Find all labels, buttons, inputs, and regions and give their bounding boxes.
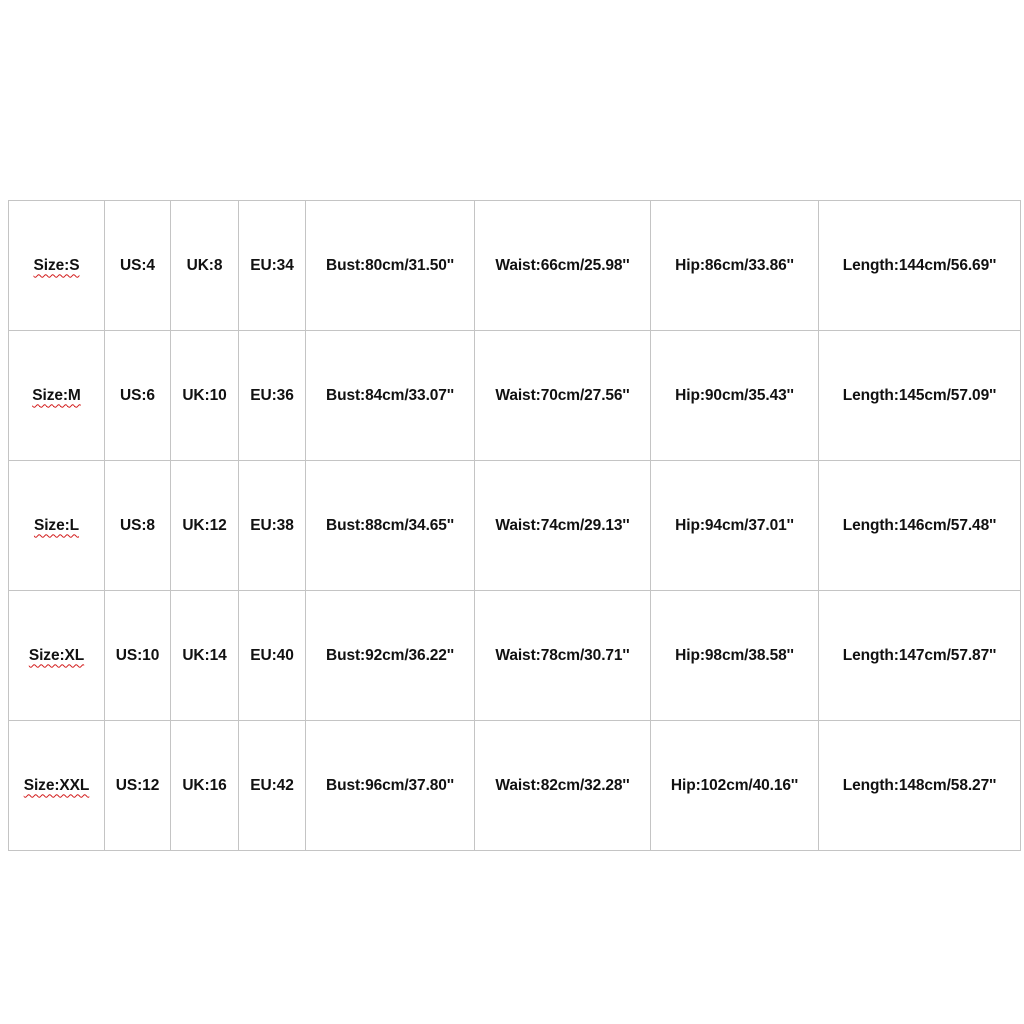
- uk-size-cell: UK:10: [171, 331, 239, 461]
- size-chart-table: [8, 200, 1021, 851]
- uk-size-cell: UK:16: [171, 721, 239, 851]
- bust-cell: Bust:92cm/36.22'': [306, 591, 475, 721]
- table-row: [9, 331, 1021, 461]
- length-cell: Length:144cm/56.69'': [819, 201, 1021, 331]
- table-row: [9, 721, 1021, 851]
- eu-size-cell: EU:36: [239, 331, 306, 461]
- bust-cell: Bust:80cm/31.50'': [306, 201, 475, 331]
- size-cell: [9, 201, 105, 331]
- hip-cell: Hip:98cm/38.58'': [651, 591, 819, 721]
- uk-size-cell: UK:12: [171, 461, 239, 591]
- length-cell: Length:148cm/58.27'': [819, 721, 1021, 851]
- us-size-cell: US:10: [105, 591, 171, 721]
- eu-size-cell: EU:40: [239, 591, 306, 721]
- table-row: [9, 461, 1021, 591]
- eu-size-cell: EU:38: [239, 461, 306, 591]
- table-row: [9, 201, 1021, 331]
- hip-cell: Hip:94cm/37.01'': [651, 461, 819, 591]
- length-cell: Length:146cm/57.48'': [819, 461, 1021, 591]
- waist-cell: Waist:66cm/25.98'': [475, 201, 651, 331]
- hip-cell: Hip:86cm/33.86'': [651, 201, 819, 331]
- length-cell: Length:147cm/57.87'': [819, 591, 1021, 721]
- us-size-cell: US:8: [105, 461, 171, 591]
- us-size-cell: US:6: [105, 331, 171, 461]
- uk-size-cell: UK:14: [171, 591, 239, 721]
- size-label: Size:M: [32, 386, 81, 404]
- size-cell: [9, 461, 105, 591]
- table-row: [9, 591, 1021, 721]
- length-cell: Length:145cm/57.09'': [819, 331, 1021, 461]
- waist-cell: Waist:70cm/27.56'': [475, 331, 651, 461]
- size-label: Size:L: [33, 516, 80, 534]
- eu-size-cell: EU:42: [239, 721, 306, 851]
- hip-cell: Hip:90cm/35.43'': [651, 331, 819, 461]
- us-size-cell: US:12: [105, 721, 171, 851]
- uk-size-cell: UK:8: [171, 201, 239, 331]
- bust-cell: Bust:88cm/34.65'': [306, 461, 475, 591]
- size-label: Size:S: [33, 256, 80, 274]
- bust-cell: Bust:84cm/33.07'': [306, 331, 475, 461]
- size-label: Size:XXL: [23, 776, 90, 794]
- eu-size-cell: EU:34: [239, 201, 306, 331]
- hip-cell: Hip:102cm/40.16'': [651, 721, 819, 851]
- waist-cell: Waist:74cm/29.13'': [475, 461, 651, 591]
- waist-cell: Waist:78cm/30.71'': [475, 591, 651, 721]
- size-cell: [9, 721, 105, 851]
- size-label: Size:XL: [28, 646, 85, 664]
- bust-cell: Bust:96cm/37.80'': [306, 721, 475, 851]
- size-cell: [9, 331, 105, 461]
- waist-cell: Waist:82cm/32.28'': [475, 721, 651, 851]
- us-size-cell: US:4: [105, 201, 171, 331]
- size-cell: [9, 591, 105, 721]
